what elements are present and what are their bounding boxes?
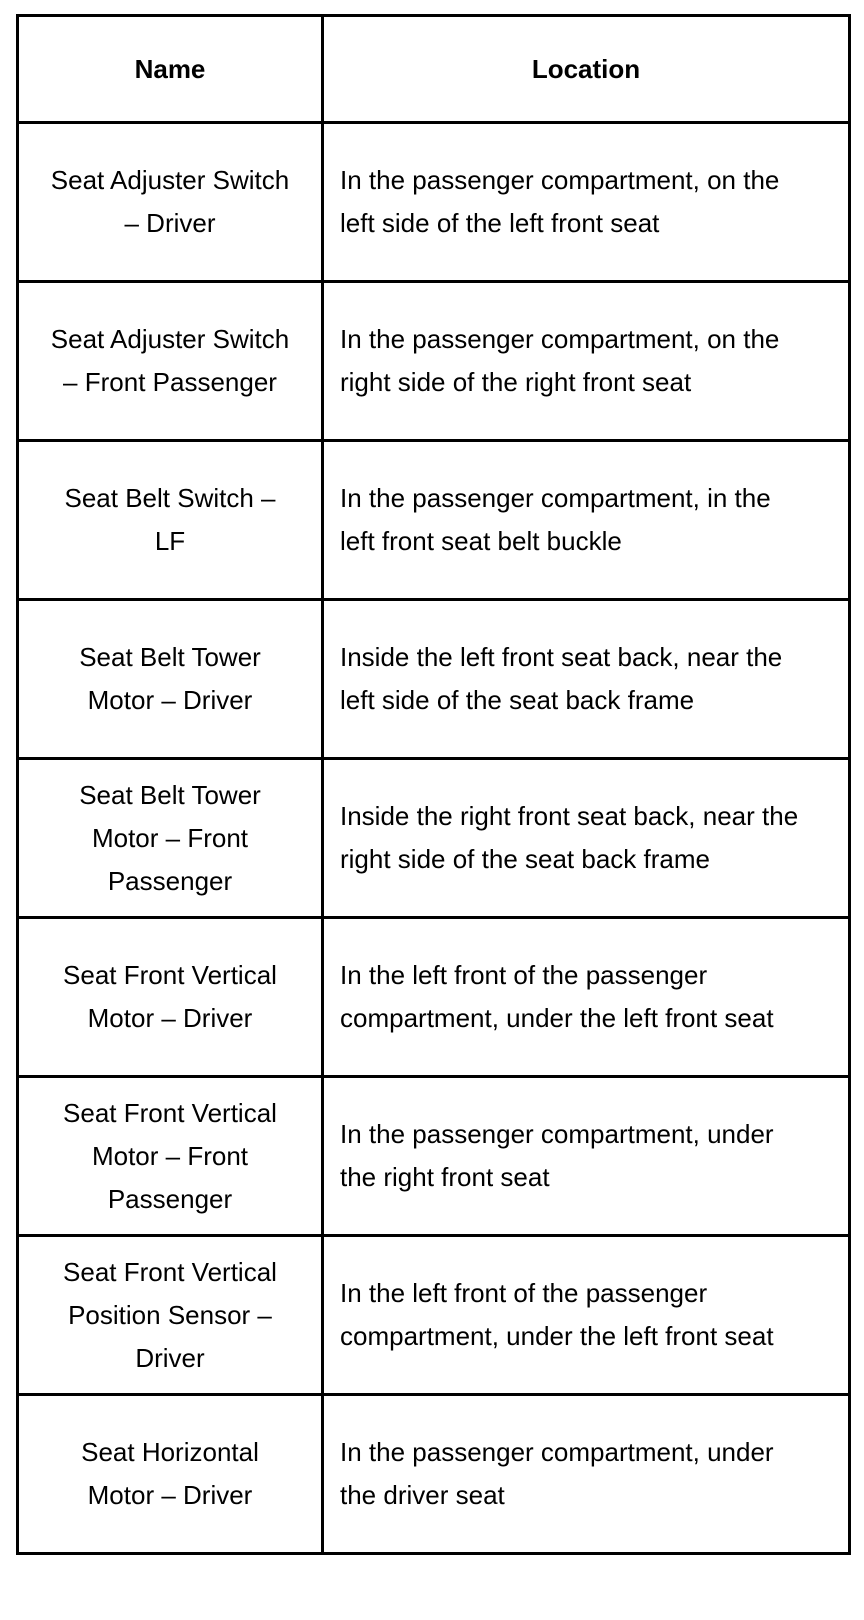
component-location: Inside the left front seat back, near the left side of the seat back frame <box>323 600 850 759</box>
component-name: Seat Front Vertical Position Sensor – Driver <box>18 1236 323 1395</box>
component-location: In the passenger compartment, on the right side of the right front seat <box>323 282 850 441</box>
table-row <box>18 282 850 441</box>
component-location: In the passenger compartment, in the left front seat belt buckle <box>323 441 850 600</box>
table-row <box>18 918 850 1077</box>
component-name: Seat Adjuster Switch – Front Passenger <box>18 282 323 441</box>
component-location: Inside the right front seat back, near the right side of the seat back frame <box>323 759 850 918</box>
header-name: Name <box>18 16 323 123</box>
component-location: In the left front of the passenger compartment, under the left front seat <box>323 1236 850 1395</box>
component-location: In the passenger compartment, under the right front seat <box>323 1077 850 1236</box>
component-name: Seat Front Vertical Motor – Front Passenger <box>18 1077 323 1236</box>
component-location-table <box>16 14 851 1555</box>
table-row <box>18 1236 850 1395</box>
component-name: Seat Front Vertical Motor – Driver <box>18 918 323 1077</box>
table-header-row <box>18 16 850 123</box>
component-name: Seat Belt Tower Motor – Driver <box>18 600 323 759</box>
component-location: In the passenger compartment, under the driver seat <box>323 1395 850 1554</box>
table-row <box>18 600 850 759</box>
table-row <box>18 759 850 918</box>
component-name: Seat Adjuster Switch – Driver <box>18 123 323 282</box>
component-location: In the left front of the passenger compartment, under the left front seat <box>323 918 850 1077</box>
table-row <box>18 123 850 282</box>
component-name: Seat Horizontal Motor – Driver <box>18 1395 323 1554</box>
table-row <box>18 1077 850 1236</box>
table-row <box>18 1395 850 1554</box>
component-location-document <box>16 14 848 1555</box>
table-row <box>18 441 850 600</box>
component-location: In the passenger compartment, on the left side of the left front seat <box>323 123 850 282</box>
component-name: Seat Belt Switch – LF <box>18 441 323 600</box>
header-location: Location <box>323 16 850 123</box>
component-name: Seat Belt Tower Motor – Front Passenger <box>18 759 323 918</box>
